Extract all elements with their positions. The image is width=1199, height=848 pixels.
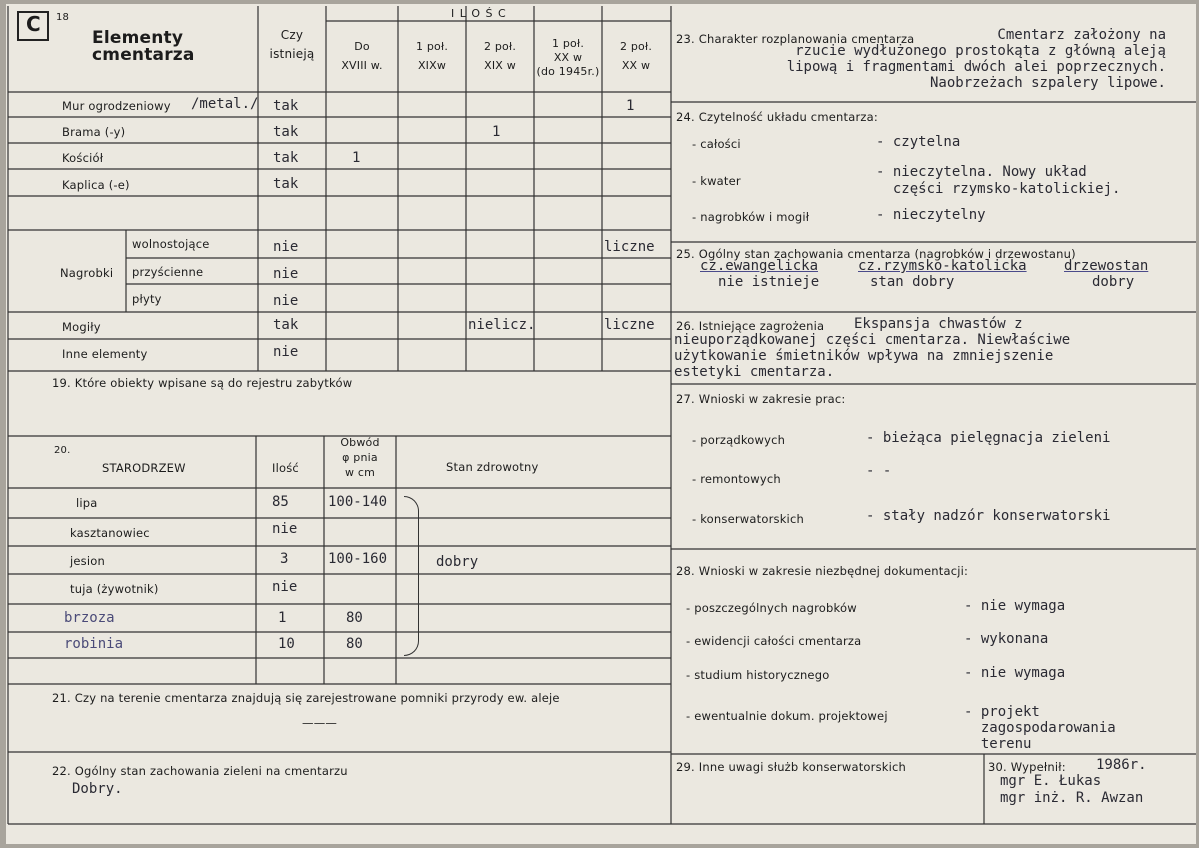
section-26-label: 26. Istniejące zagrożenia bbox=[676, 319, 825, 333]
threats-value-1: Ekspansja chwastów z bbox=[854, 316, 1023, 332]
doc-graves-label: - poszczególnych nagrobków bbox=[686, 601, 857, 615]
section-21-label: 21. Czy na terenie cmentarza znajdują się zarejestrowane pomniki przyrody ew. aleje bbox=[52, 691, 560, 705]
row-label-church: Kościół bbox=[62, 151, 104, 165]
section-22-label: 22. Ogólny stan zachowania zieleni na cmentarzu bbox=[52, 764, 348, 778]
tree-circumference: 80 bbox=[346, 610, 363, 626]
tree-qty: 85 bbox=[272, 494, 289, 510]
period-header: 2 poł. XX w bbox=[619, 40, 653, 72]
exists-header: Czy istnieją bbox=[269, 28, 315, 61]
section-22-value: Dobry. bbox=[72, 781, 123, 797]
quarters-value: - nieczytelna. Nowy układ części rzymsko-katolickiej. bbox=[876, 164, 1121, 197]
trees-state: dobry bbox=[1092, 274, 1135, 290]
row-label-other: Inne elementy bbox=[62, 347, 148, 361]
part-evangelical: cz.ewangelicka bbox=[700, 258, 819, 274]
doc-project-value: - projekt zagospodarowania terenu bbox=[964, 704, 1116, 752]
conservation-works-value: - stały nadzór konserwatorski bbox=[866, 508, 1111, 524]
whole-label: - całości bbox=[692, 137, 741, 151]
tree-qty: nie bbox=[272, 579, 298, 595]
bracket bbox=[404, 496, 419, 656]
section-20-number: 20. bbox=[54, 445, 71, 456]
evangelical-state: nie istnieje bbox=[718, 274, 820, 290]
tree-name: tuja (żywotnik) bbox=[70, 582, 159, 596]
inventory-card bbox=[6, 4, 1196, 844]
card-number: 18 bbox=[56, 12, 70, 23]
graves-layout-label: - nagrobków i mogił bbox=[692, 210, 810, 224]
whole-value: - czytelna bbox=[876, 134, 961, 150]
wall-quantity: 1 bbox=[626, 98, 635, 114]
section-23-label: 23. Charakter rozplanowania cmentarza bbox=[676, 32, 915, 46]
tombs-quantity-2: liczne bbox=[604, 317, 655, 333]
section-19-label: 19. Które obiekty wpisane są do rejestru zabytków bbox=[52, 376, 353, 390]
section-24-label: 24. Czytelność układu cmentarza: bbox=[676, 110, 878, 124]
row-label-tombs: Mogiły bbox=[62, 320, 101, 334]
fill-year: 1986r. bbox=[1096, 757, 1147, 773]
tree-circumference: 100-140 bbox=[328, 494, 388, 510]
section-27-label: 27. Wnioski w zakresie prac: bbox=[676, 392, 846, 406]
wall-exists: tak bbox=[273, 98, 299, 114]
period-header: 1 poł. XX w (do 1945r.) bbox=[536, 37, 600, 78]
health-value: dobry bbox=[436, 554, 479, 570]
tombs-quantity-1: nielicz. bbox=[468, 317, 536, 333]
order-works-label: - porządkowych bbox=[692, 433, 786, 447]
period-header: 1 poł. XIXw bbox=[415, 40, 449, 72]
doc-registry-label: - ewidencji całości cmentarza bbox=[686, 634, 862, 648]
chapel-exists: tak bbox=[273, 176, 299, 192]
period-header: 2 poł. XIX w bbox=[483, 40, 517, 72]
section-29-label: 29. Inne uwagi służb konserwatorskich bbox=[676, 760, 907, 774]
church-exists: tak bbox=[273, 150, 299, 166]
gate-quantity: 1 bbox=[492, 124, 501, 140]
elements-title: Elementy cmentarza bbox=[92, 28, 195, 65]
tree-qty-header: Ilość bbox=[272, 461, 299, 475]
row-label-graves: Nagrobki bbox=[60, 266, 114, 280]
doc-registry-value: - wykonana bbox=[964, 631, 1049, 647]
church-quantity: 1 bbox=[352, 150, 361, 166]
tree-qty: 1 bbox=[278, 610, 287, 626]
repair-works-value: - - bbox=[866, 463, 892, 479]
section-28-label: 28. Wnioski w zakresie niezbędnej dokumentacji: bbox=[676, 564, 969, 578]
gate-exists: tak bbox=[273, 124, 299, 140]
quantity-header: I L O Ś C bbox=[451, 7, 507, 20]
wall-note: /metal./ bbox=[191, 96, 259, 112]
tree-qty: 3 bbox=[280, 551, 289, 567]
repair-works-label: - remontowych bbox=[692, 472, 781, 486]
tree-name: jesion bbox=[70, 554, 105, 568]
tree-circumference: 100-160 bbox=[328, 551, 388, 567]
section-23-value: Cmentarz założony na rzucie wydłużonego prostokąta z główną aleją lipową i fragmentami dwóch alei poprzecznych. Naobrzeżach szpalery lipowe. bbox=[786, 27, 1166, 91]
row-label-freestanding: wolnostojące bbox=[132, 237, 210, 251]
tree-name: lipa bbox=[76, 496, 98, 510]
tree-name: kasztanowiec bbox=[70, 526, 150, 540]
fill-authors: mgr E. Łukas mgr inż. R. Awzan bbox=[1000, 773, 1144, 806]
section-letter: C bbox=[26, 12, 41, 36]
freestanding-exists: nie bbox=[273, 239, 299, 255]
tree-circumference: 80 bbox=[346, 636, 363, 652]
section-25-label: 25. Ogólny stan zachowania cmentarza (nagrobków i drzewostanu) bbox=[676, 247, 1076, 261]
tree-qty: nie bbox=[272, 521, 298, 537]
wall-mounted-exists: nie bbox=[273, 266, 299, 282]
slabs-exists: nie bbox=[273, 293, 299, 309]
order-works-value: - bieżąca pielęgnacja zieleni bbox=[866, 430, 1111, 446]
tree-name: brzoza bbox=[64, 610, 115, 626]
period-header: Do XVIII w. bbox=[341, 40, 383, 72]
row-label-slabs: płyty bbox=[132, 292, 162, 306]
row-label-wall-mounted: przyścienne bbox=[132, 265, 204, 279]
old-trees-title: STARODRZEW bbox=[102, 461, 186, 475]
tree-name: robinia bbox=[64, 636, 124, 652]
other-exists: nie bbox=[273, 344, 299, 360]
doc-history-label: - studium historycznego bbox=[686, 668, 830, 682]
threats-value-2: nieuporządkowanej części cmentarza. Niewłaściwe użytkowanie śmietników wpływa na zmniejszenie estetyki cmentarza. bbox=[674, 332, 1071, 380]
part-trees: drzewostan bbox=[1064, 258, 1149, 274]
freestanding-quantity: liczne bbox=[604, 239, 655, 255]
graves-layout-value: - nieczytelny bbox=[876, 207, 986, 223]
doc-history-value: - nie wymaga bbox=[964, 665, 1066, 681]
section-30-label: 30. Wypełnił: bbox=[988, 760, 1066, 774]
circumference-header: Obwód φ pnia w cm bbox=[340, 436, 380, 479]
doc-project-label: - ewentualnie dokum. projektowej bbox=[686, 709, 888, 723]
tombs-exists: tak bbox=[273, 317, 299, 333]
part-catholic: cz.rzymsko-katolicka bbox=[858, 258, 1027, 274]
row-label-gate: Brama (-y) bbox=[62, 125, 126, 139]
conservation-works-label: - konserwatorskich bbox=[692, 512, 804, 526]
section-21-value: ——— bbox=[302, 716, 338, 730]
tree-qty: 10 bbox=[278, 636, 295, 652]
row-label-chapel: Kaplica (-e) bbox=[62, 178, 130, 192]
catholic-state: stan dobry bbox=[870, 274, 955, 290]
doc-graves-value: - nie wymaga bbox=[964, 598, 1066, 614]
row-label-wall: Mur ogrodzeniowy bbox=[62, 99, 171, 113]
health-header: Stan zdrowotny bbox=[446, 460, 539, 474]
quarters-label: - kwater bbox=[692, 174, 741, 188]
